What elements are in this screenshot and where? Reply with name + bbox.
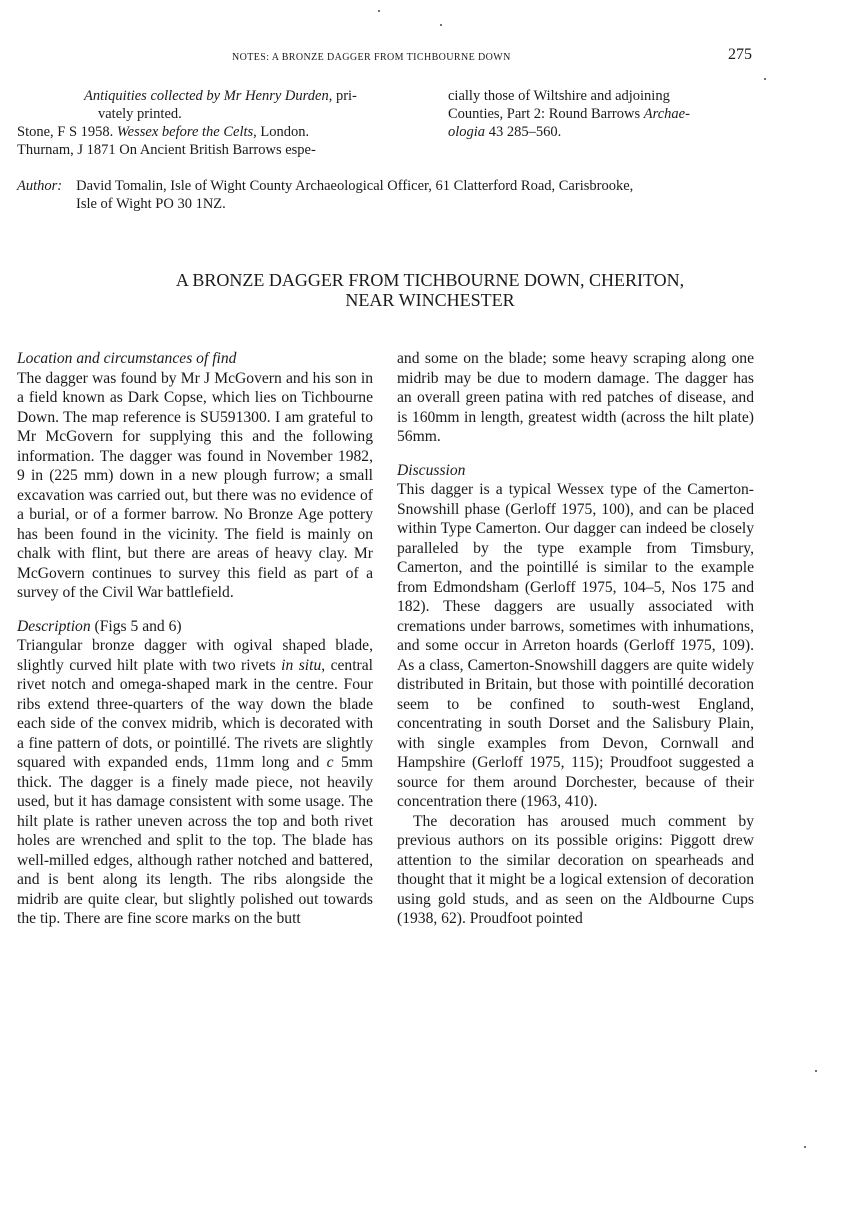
paragraph: The decoration has aroused much comment by previous authors on its possible origins: Piggott drew attention to the similar decoration on spearheads and thought that it might be a logical extension of decoration using gold studs, and as seen on the Aldbourne Cups (1938, 62). Proudfoot pointed xyxy=(397,812,754,927)
reference-line: Stone, F S 1958. Wessex before the Celts, London. xyxy=(17,124,310,140)
section-heading: Description (Figs 5 and 6) xyxy=(17,617,182,635)
author-affiliation: David Tomalin, Isle of Wight County Archaeological Officer, 61 Clatterford Road, Carisbrooke, xyxy=(76,178,634,194)
paragraph: Triangular bronze dagger with ogival shaped blade, slightly curved hilt plate with two rivets in situ, central rivet notch and omega-shaped mark in the centre. Four ribs extend three-quarters of the way down the blade each side of the convex midrib, which is decorated with a fine pattern of dots, or pointillé. The rivets are slightly squared with expanded ends, 11mm long and c 5mm thick. The dagger is a finely made piece, not heavily used, but it has damage consistent with some usage. The hilt plate is rather uneven across the top and both rivet holes are wrenched and split to the top. The blade has well-milled edges, although rather notched and battered, and is bent along its length. The ribs alongside the midrib are quite clear, but slightly polished out towards the tip. There are fine score marks on the butt xyxy=(17,637,374,927)
page-number: 275 xyxy=(728,46,752,63)
reference-line: Counties, Part 2: Round Barrows Archae- xyxy=(448,106,690,122)
section-heading: Location and circumstances of find xyxy=(17,350,237,367)
reference-title: Wessex before the Celts xyxy=(116,124,254,140)
section-heading: Discussion xyxy=(397,461,466,479)
left-column xyxy=(17,349,373,929)
article-title: A BRONZE DAGGER FROM TICHBOURNE DOWN, CHERITON, NEAR WINCHESTER xyxy=(175,270,685,310)
paragraph: This dagger is a typical Wessex type of the Camerton-Snowshill phase (Gerloff 1975, 100), and can be placed within Type Camerton. Our dagger can indeed be closely paralleled by the type example from Timsbury, Camerton, and the pointillé is similar to the example from Edmondsham (Gerloff 1975, 104–5, Nos 175 and 182). These daggers are usually associated with cremations under barrows, sometimes with inhumations, and some occur in Arreton hoards (Gerloff 1975, 109). As a class, Camerton-Snowshill daggers are quite widely distributed in Britain, but those with pointillé decoration seem to be confined to south-west England, concentrating in south Dorset and the Salisbury Plain, with single examples from Devon, Cornwall and Hampshire (Gerloff 1975, 115); Proudfoot suggested a source for them around Dorchester, because of their concentration there (1963, 410). xyxy=(397,481,754,810)
reference-line: vately printed. xyxy=(98,106,182,122)
scan-speck xyxy=(378,10,380,12)
reference-line: Thurnam, J 1871 On Ancient British Barrows espe- xyxy=(17,142,316,158)
author-line: Isle of Wight PO 30 1NZ. xyxy=(76,196,226,212)
paragraph: and some on the blade; some heavy scraping along one midrib may be due to modern damage. The dagger has an overall green patina with red patches of disease, and is 160mm in length, greatest width (across the hilt plate) 56mm. xyxy=(397,350,754,445)
paragraph: The dagger was found by Mr J McGovern and his son in a field known as Dark Copse, which lies on Tichbourne Down. The map reference is SU591300. I am grateful to Mr McGovern for supplying this and the following information. The dagger was found in November 1982, 9 in (225 mm) down in a new plough furrow; a small excavation was carried out, but there was no evidence of a burial, or of a former barrow. No Bronze Age pottery has been found in the vicinity. The field is mainly on chalk with flint, but there are areas of heavy clay. Mr McGovern continues to survey this field as part of a survey of the Civil War battlefield. xyxy=(17,369,373,601)
scan-speck xyxy=(764,78,766,80)
running-head: NOTES: A BRONZE DAGGER FROM TICHBOURNE DOWN xyxy=(232,52,511,63)
scan-speck xyxy=(440,24,442,26)
reference-title: Antiquities collected by Mr Henry Durden xyxy=(84,88,329,104)
scan-speck xyxy=(815,1070,817,1072)
right-column xyxy=(397,349,754,929)
reference-line: Antiquities collected by Mr Henry Durden, pri- xyxy=(84,88,357,104)
scan-speck xyxy=(804,1146,806,1148)
author-line xyxy=(17,178,633,196)
author-label: Author: xyxy=(17,178,63,194)
reference-line: cially those of Wiltshire and adjoining xyxy=(448,88,670,104)
reference-line: ologia 43 285–560. xyxy=(448,124,562,140)
